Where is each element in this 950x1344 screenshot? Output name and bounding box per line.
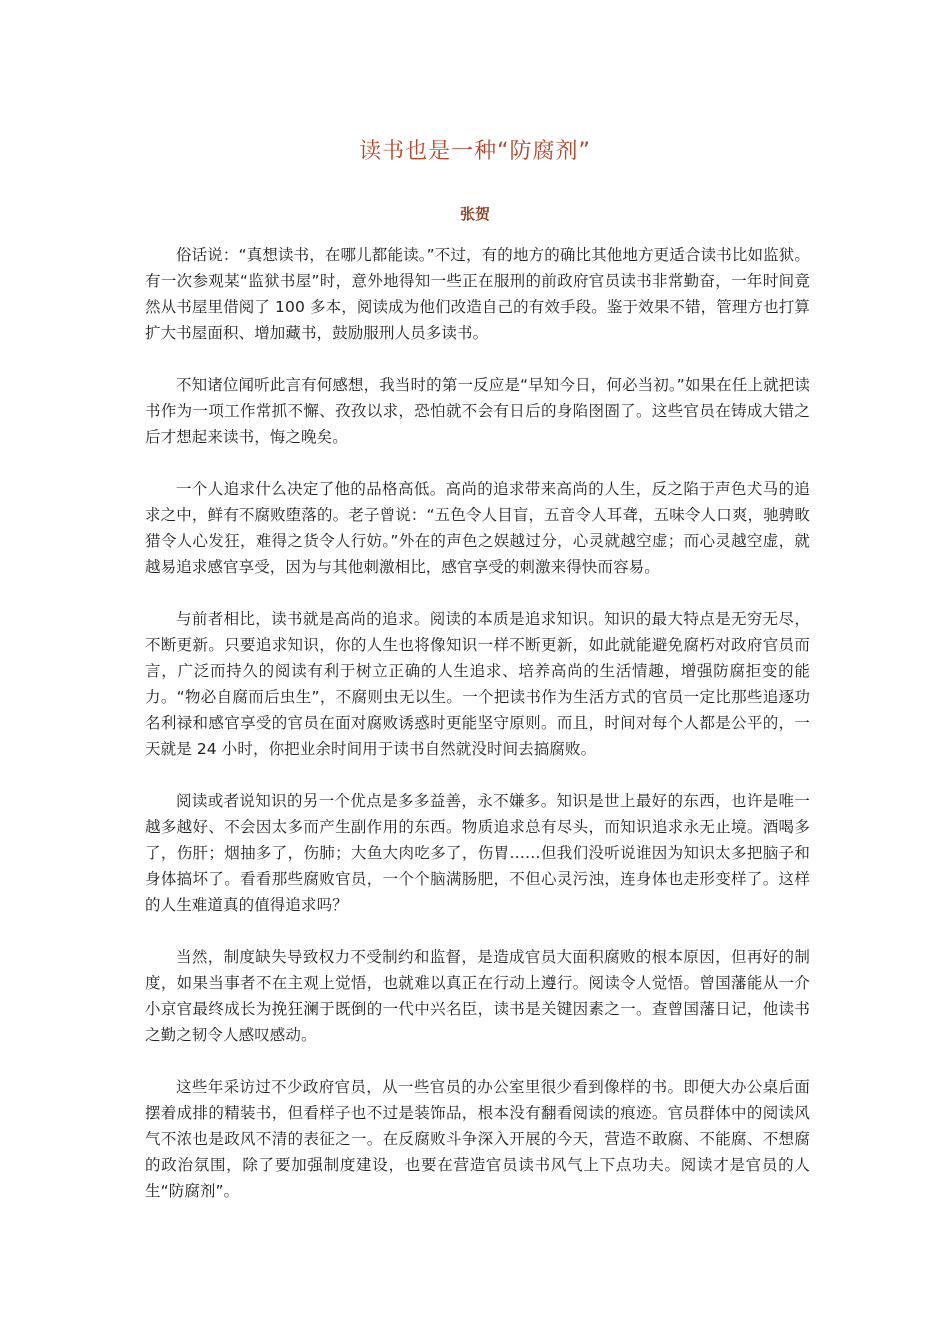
- article-body: [145, 242, 810, 1230]
- paragraph-2: 不知诸位闻听此言有何感想，我当时的第一反应是“早知今日，何必当初。”如果在任上就把读书作为一项工作常抓不懈、孜孜以求，恐怕就不会有日后的身陷囹圄了。这些官员在铸成大错之后才想起来读书，悔之晚矣。: [145, 376, 810, 446]
- paragraph-3: 一个人追求什么决定了他的品格高低。高尚的追求带来高尚的人生，反之陷于声色犬马的追求之中，鲜有不腐败堕落的。老子曾说：“五色令人目盲，五音令人耳聋，五味令人口爽，驰骋畋猎令人心发狂，难得之货令人行妨。”外在的声色之娱越过分，心灵就越空虚；而心灵越空虚，就越易追求感官享受，因为与其他刺激相比，感官享受的刺激来得快而容易。: [145, 480, 810, 576]
- paragraph-1: 俗话说：“真想读书，在哪儿都能读。”不过，有的地方的确比其他地方更适合读书比如监狱。有一次参观某“监狱书屋”时，意外地得知一些正在服刑的前政府官员读书非常勤奋，一年时间竟然从书屋里借阅了 100 多本，阅读成为他们改造自己的有效手段。鉴于效果不错，管理方也打算扩大书屋面积、增加藏书，鼓励服刑人员多读书。: [145, 246, 810, 342]
- article-title: 读书也是一种“防腐剂”: [359, 139, 591, 164]
- paragraph-7: 这些年采访过不少政府官员，从一些官员的办公室里很少看到像样的书。即便大办公桌后面摆着成排的精装书，但看样子也不过是装饰品，根本没有翻看阅读的痕迹。官员群体中的阅读风气不浓也是政风不清的表征之一。在反腐败斗争深入开展的今天，营造不敢腐、不能腐、不想腐的政治氛围，除了要加强制度建设，也要在营造官员读书风气上下点功夫。阅读才是官员的人生“防腐剂”。: [145, 1078, 810, 1200]
- article-author: 张贺: [459, 205, 490, 223]
- paragraph-4: 与前者相比，读书就是高尚的追求。阅读的本质是追求知识。知识的最大特点是无穷无尽，不断更新。只要追求知识，你的人生也将像知识一样不断更新，如此就能避免腐朽对政府官员而言，广泛而持久的阅读有利于树立正确的人生追求、培养高尚的生活情趣，增强防腐拒变的能力。“物必自腐而后虫生”，不腐则虫无以生。一个把读书作为生活方式的官员一定比那些追逐功名利禄和感官享受的官员在面对腐败诱惑时更能坚守原则。而且，时间对每个人都是公平的，一天就是 24 小时，你把业余时间用于读书自然就没时间去搞腐败。: [145, 610, 810, 758]
- paragraph-5: 阅读或者说知识的另一个优点是多多益善，永不嫌多。知识是世上最好的东西，也许是唯一越多越好、不会因太多而产生副作用的东西。物质追求总有尽头，而知识追求永无止境。酒喝多了，伤肝；烟抽多了，伤肺；大鱼大肉吃多了，伤胃……但我们没听说谁因为知识太多把脑子和身体搞坏了。看看那些腐败官员，一个个脑满肠肥，不但心灵污浊，连身体也走形变样了。这样的人生难道真的值得追求吗？: [145, 792, 810, 914]
- paragraph-6: 当然，制度缺失导致权力不受制约和监督，是造成官员大面积腐败的根本原因，但再好的制度，如果当事者不在主观上觉悟，也就难以真正在行动上遵行。阅读令人觉悟。曾国藩能从一介小京官最终成长为挽狂澜于既倒的一代中兴名臣，读书是关键因素之一。查曾国藩日记，他读书之勤之韧令人感叹感动。: [145, 948, 810, 1044]
